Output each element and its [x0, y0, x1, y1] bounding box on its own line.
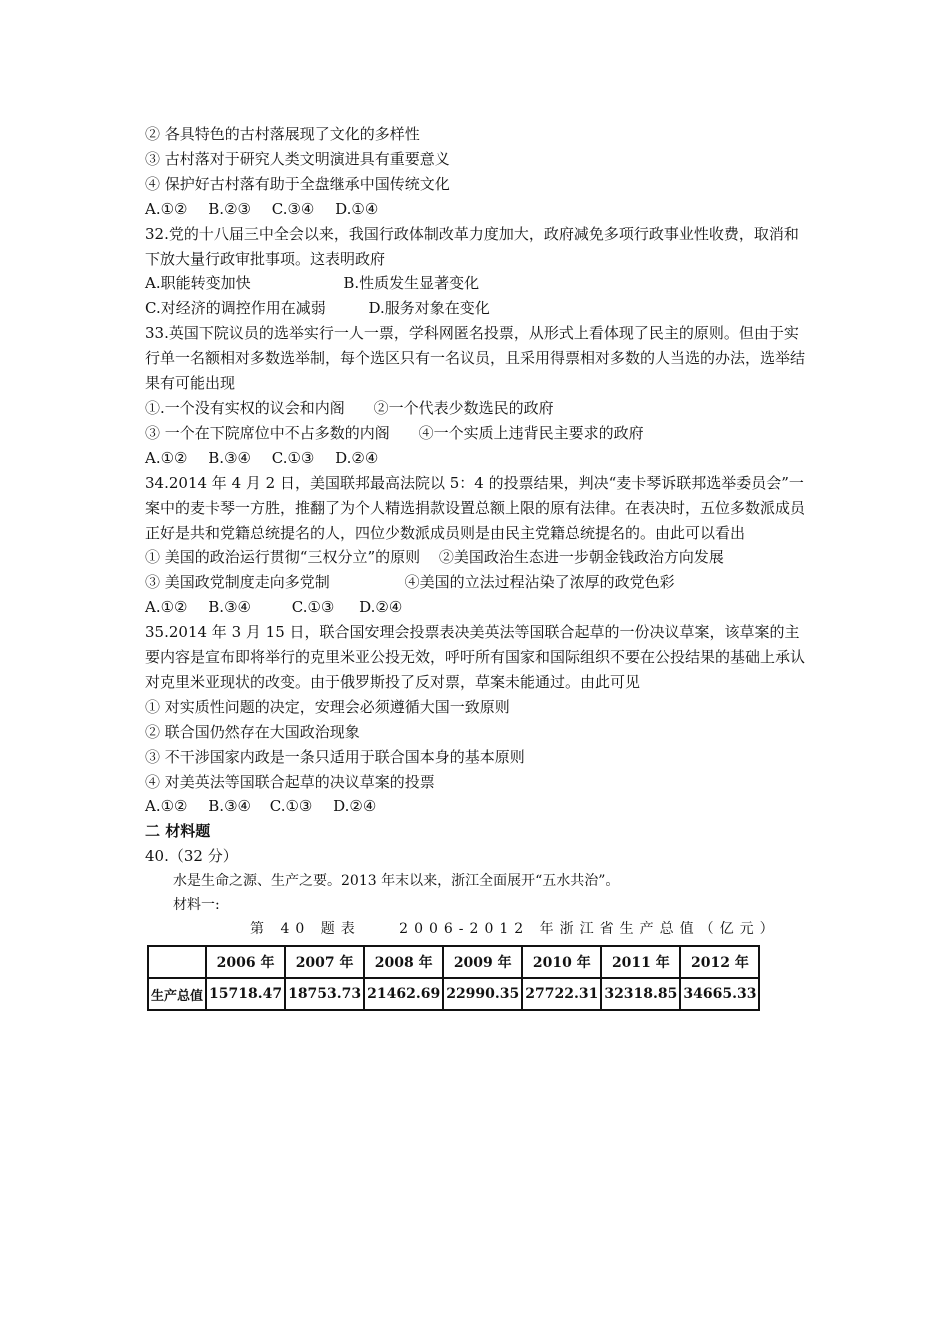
q31-option-c: C.③④ — [271, 199, 315, 218]
q35-option-c: C.①③ — [269, 797, 313, 816]
q34-items-row1 — [145, 545, 810, 570]
row-label: 生产总值 — [148, 978, 206, 1010]
q31-option-b: B.②③ — [208, 199, 251, 218]
gdp-table — [147, 945, 760, 1011]
q34-stem: 34.2014 年 4 月 2 日，美国联邦最高法院以 5：4 的投票结果，判决“麦卡琴诉联邦选举委员会”一案中的麦卡琴一方胜，推翻了为个人精选捐款设置总额上限的原有法律。在表决时，五位多数派成员正好是共和党籍总统提名的人，四位少数派成员则是由民主党籍总统提名的。由此可以看出 — [145, 473, 806, 542]
q33-item3: ③ 一个在下院席位中不占多数的内阁 — [145, 423, 390, 442]
q33-item2: ②一个代表少数选民的政府 — [373, 398, 554, 417]
value-cell: 18753.73 — [285, 978, 364, 1010]
q33-options — [145, 446, 810, 471]
q32-option-b: B.性质发生显著变化 — [343, 274, 480, 293]
q35-stem: 35.2014 年 3 月 15 日，联合国安理会投票表决美英法等国联合起草的一份决议草案，该草案的主要内容是宣布即将举行的克里米亚公投无效，呼吁所有国家和国际组织不要在公投结果的基础上承认对克里米亚现状的改变。由于俄罗斯投了反对票，草案未能通过。由此可见 — [145, 623, 806, 691]
q33-option-c: C.①③ — [271, 448, 315, 467]
section-heading: 二 材料题 — [145, 822, 211, 841]
value-cell: 32318.85 — [601, 978, 680, 1010]
year-cell: 2011 年 — [601, 946, 680, 978]
q33-option-a: A.①② — [145, 448, 188, 467]
table-caption-number: 第 40 题表 — [250, 921, 361, 938]
q34-options — [145, 595, 810, 620]
q34-item1: ① 美国的政治运行贯彻“三权分立”的原则 — [145, 548, 421, 567]
year-cell: 2007 年 — [285, 946, 364, 978]
q35-item2: ② 联合国仍然存在大国政治现象 — [145, 722, 360, 741]
q31-item4: ④ 保护好古村落有助于全盘继承中国传统文化 — [145, 174, 450, 193]
table-row — [148, 978, 759, 1010]
q35-item1: ① 对实质性问题的决定，安理会必须遵循大国一致原则 — [145, 697, 510, 716]
q33-items-row1 — [145, 396, 810, 421]
year-cell: 2012 年 — [680, 946, 759, 978]
table-caption — [250, 917, 810, 941]
value-cell: 22990.35 — [443, 978, 522, 1010]
q35-item4: ④ 对美英法等国联合起草的决议草案的投票 — [145, 772, 435, 791]
value-cell: 34665.33 — [680, 978, 759, 1010]
q35-options — [145, 794, 810, 819]
q32-stem: 32.党的十八届三中全会以来，我国行政体制改革力度加大，政府减免多项行政事业性收费，取消和下放大量行政审批事项。这表明政府 — [145, 224, 799, 268]
table-corner-cell — [148, 946, 206, 978]
year-cell: 2008 年 — [364, 946, 443, 978]
q33-option-d: D.②④ — [335, 448, 379, 467]
q32-option-a: A.职能转变加快 — [145, 274, 251, 293]
q40-title: 40.（32 分） — [145, 847, 238, 866]
q31-options — [145, 197, 810, 222]
q33-item1: ①.一个没有实权的议会和内阁 — [145, 398, 345, 417]
q35-option-d: D.②④ — [333, 797, 377, 816]
value-cell: 15718.47 — [206, 978, 285, 1010]
q31-item3: ③ 古村落对于研究人类文明演进具有重要意义 — [145, 149, 450, 168]
q34-items-row2 — [145, 570, 810, 595]
q35-item3: ③ 不干涉国家内政是一条只适用于联合国本身的基本原则 — [145, 747, 525, 766]
q31-option-d: D.①④ — [335, 199, 379, 218]
year-cell: 2010 年 — [522, 946, 601, 978]
q33-option-b: B.③④ — [208, 448, 251, 467]
table-header-row — [148, 946, 759, 978]
q34-option-d: D.②④ — [359, 598, 403, 617]
q33-items-row2 — [145, 421, 810, 446]
q31-option-a: A.①② — [145, 199, 188, 218]
q34-option-c: C.①③ — [291, 598, 335, 617]
q40-intro: 水是生命之源、生产之要。2013 年末以来，浙江全面展开“五水共治”。 — [173, 873, 620, 890]
q34-item2: ②美国政治生态进一步朝金钱政治方向发展 — [438, 548, 724, 567]
year-cell: 2006 年 — [206, 946, 285, 978]
q34-option-b: B.③④ — [208, 598, 251, 617]
q32-options-row1 — [145, 271, 810, 296]
exam-page — [145, 122, 810, 1011]
value-cell: 21462.69 — [364, 978, 443, 1010]
q35-option-a: A.①② — [145, 797, 188, 816]
q32-option-d: D.服务对象在变化 — [368, 299, 490, 318]
year-cell: 2009 年 — [443, 946, 522, 978]
q34-item3: ③ 美国政党制度走向多党制 — [145, 573, 330, 592]
table-caption-title: 2006-2012 年浙江省生产总值（亿元） — [399, 921, 780, 938]
q31-item2: ② 各具特色的古村落展现了文化的多样性 — [145, 125, 420, 143]
value-cell: 27722.31 — [522, 978, 601, 1010]
q32-option-c: C.对经济的调控作用在减弱 — [145, 299, 326, 318]
q33-stem: 33.英国下院议员的选举实行一人一票，学科网匿名投票，从形式上看体现了民主的原则。但由于实行单一名额相对多数选举制，每个选区只有一名议员，且采用得票相对多数的人当选的办法，选举结果有可能出现 — [145, 324, 806, 393]
q34-item4: ④美国的立法过程沾染了浓厚的政党色彩 — [404, 573, 675, 592]
q32-options-row2 — [145, 296, 810, 321]
q35-option-b: B.③④ — [208, 797, 251, 816]
q33-item4: ④一个实质上违背民主要求的政府 — [418, 423, 644, 442]
q34-option-a: A.①② — [145, 598, 188, 617]
material-one-label: 材料一: — [173, 897, 220, 914]
